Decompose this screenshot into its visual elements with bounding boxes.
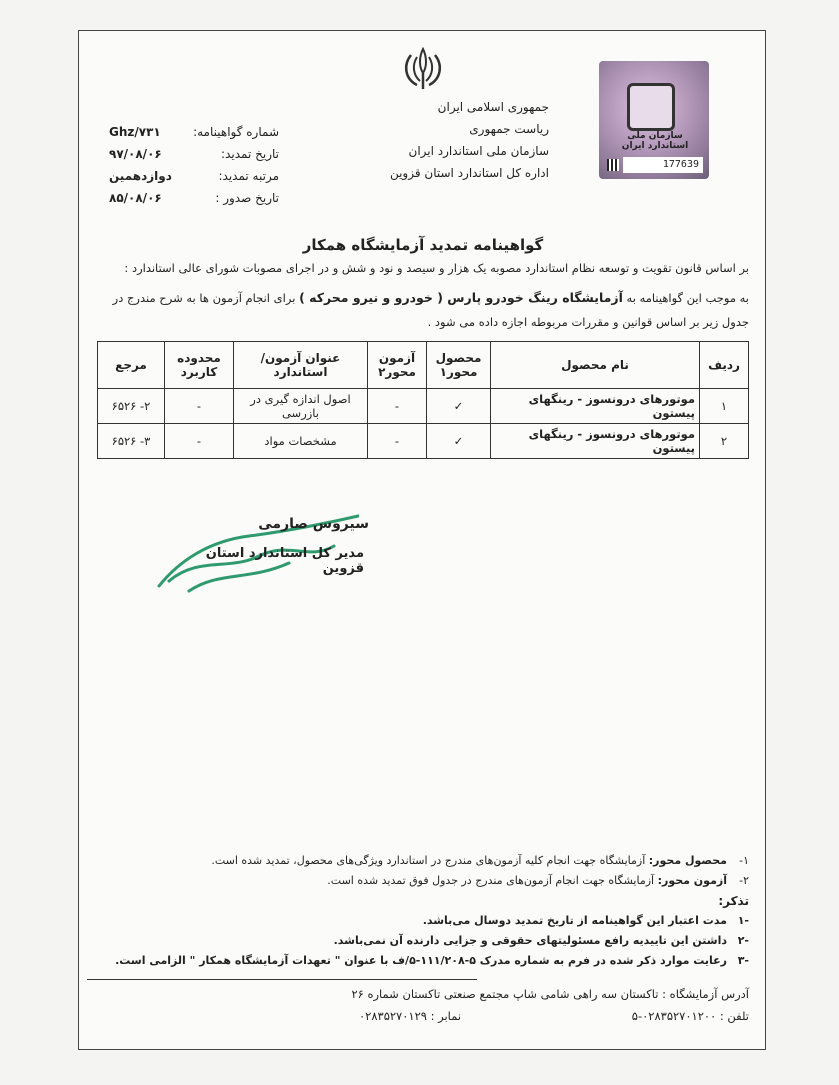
- signatory-title: مدیر کل استاندارد استان قزوین: [205, 546, 364, 576]
- reminder-text: مدت اعتبار این گواهینامه از تاریخ تمدید دوسال می‌باشد.: [422, 914, 727, 927]
- note-item: [99, 871, 749, 891]
- reminder-item: [99, 951, 749, 971]
- cell-test-based: -: [368, 389, 427, 424]
- contact-row: [359, 1005, 749, 1027]
- header-line-1: جمهوری اسلامی ایران: [437, 100, 549, 114]
- reminder-text: داشتن این تاییدیه رافع مسئولیتهای حقوقی و جزایی دارنده آن نمی‌باشد.: [333, 934, 727, 947]
- fax-label: نمابر :: [430, 1009, 462, 1023]
- renewal-rank-label: مرتبه تمدید:: [218, 169, 279, 183]
- document-title: گواهینامه تمدید آزمایشگاه همکار: [302, 236, 544, 254]
- fax-number: ۰۲۸۳۵۲۷۰۱۲۹: [359, 1009, 427, 1023]
- note-item: [99, 851, 749, 871]
- cell-product: موتورهای درونسوز - رینگهای پیستون: [491, 424, 700, 459]
- header-line-2: ریاست جمهوری: [469, 122, 549, 136]
- iran-emblem-icon: [397, 43, 449, 95]
- col-test-based: آزمون محور۲: [368, 342, 427, 389]
- certificate-meta: [109, 121, 279, 209]
- cell-reference: ۳- ۶۵۲۶: [98, 424, 165, 459]
- cell-scope: -: [165, 389, 234, 424]
- renewal-date-label: تاریخ تمدید:: [221, 147, 279, 161]
- footer-divider: [87, 979, 477, 980]
- table-header-row: [98, 342, 749, 389]
- cert-no: Ghz/۷۳۱: [109, 125, 161, 139]
- reminder-number: -۳: [737, 954, 749, 967]
- lab-address: آدرس آزمایشگاه : تاکستان سه راهی شامی شاپ مجتمع صنعتی تاکستان شماره ۲۶: [351, 987, 749, 1001]
- issue-date: ۸۵/۰۸/۰۶: [109, 191, 162, 205]
- cell-product: موتورهای درونسوز - رینگهای پیستون: [491, 389, 700, 424]
- note-text: آزمایشگاه جهت انجام کلیه آزمون‌های مندرج در استاندارد ویژگی‌های محصول، تمدید شده است.: [211, 854, 646, 867]
- cell-check: ✓: [427, 389, 491, 424]
- reminder-number: -۲: [737, 934, 749, 947]
- intro-paragraph: بر اساس قانون تقویت و توسعه نظام استاندارد مصوبه یک هزار و سیصد و نود و شش و در اجرای مصوبات شورای عالی استاندارد :: [124, 261, 749, 275]
- cell-test-based: -: [368, 424, 427, 459]
- cell-check: ✓: [427, 424, 491, 459]
- note-term: آزمون محور:: [657, 874, 727, 887]
- permission-post: برای انجام آزمون ها به شرح مندرج در جدول زیر بر اساس قوانین و مقررات مربوطه اجازه داده می شود .: [112, 291, 749, 329]
- cert-no-label: شماره گواهینامه:: [193, 125, 279, 139]
- header-line-4: اداره کل استاندارد استان قزوین: [389, 166, 549, 180]
- qr-code-icon: [607, 159, 619, 171]
- col-product-based: محصول محور۱: [427, 342, 491, 389]
- phone-label: تلفن :: [719, 1009, 749, 1023]
- col-row-no: ردیف: [700, 342, 749, 389]
- laboratory-name: آزمایشگاه رینگ خودرو پارس ( خودرو و نیرو محرکه ): [299, 290, 623, 305]
- phone-number: ۰۲۸۳۵۲۷۰۱۲۰۰-۵: [631, 1009, 717, 1023]
- cell-standard: مشخصات مواد: [234, 424, 368, 459]
- hologram-seal: [599, 61, 709, 179]
- table-row: [98, 389, 749, 424]
- reminder-number: -۱: [737, 914, 749, 927]
- cell-standard: اصول اندازه گیری در بازرسی: [234, 389, 368, 424]
- header-line-3: سازمان ملی استاندارد ایران: [408, 144, 549, 158]
- permission-paragraph: [99, 286, 749, 334]
- renewal-rank: دوازدهمین: [109, 169, 172, 183]
- col-reference: مرجع: [98, 342, 165, 389]
- cell-reference: ۲- ۶۵۲۶: [98, 389, 165, 424]
- standard-mark-icon: [627, 83, 675, 131]
- note-number: ۱-: [739, 854, 749, 867]
- lab-address-section: [99, 983, 749, 1027]
- note-term: محصول محور:: [648, 854, 727, 867]
- reminder-text: رعایت موارد ذکر شده در فرم به شماره مدرک ۵-۱۱۱/۲۰۸-۵/ف با عنوان " تعهدات آزمایشگاه همکار " الزامی است.: [115, 954, 727, 967]
- reminder-item: [99, 931, 749, 951]
- table-row: [98, 424, 749, 459]
- col-product: نام محصول: [491, 342, 700, 389]
- col-test-standard: عنوان آزمون/استاندارد: [234, 342, 368, 389]
- notes-section: [99, 851, 749, 971]
- certificate-page: [78, 30, 766, 1050]
- cell-row-no: ۲: [700, 424, 749, 459]
- signatory-name: سیروس صارمی: [258, 516, 369, 532]
- scope-table: [97, 341, 749, 459]
- renewal-date: ۹۷/۰۸/۰۶: [109, 147, 162, 161]
- issue-date-label: تاریخ صدور :: [215, 191, 279, 205]
- note-text: آزمایشگاه جهت انجام آزمون‌های مندرج در جدول فوق تمدید شده است.: [327, 874, 655, 887]
- reminder-title: تذکر:: [718, 894, 749, 908]
- cell-scope: -: [165, 424, 234, 459]
- issuer-header: [289, 96, 549, 184]
- col-scope: محدوده کاربرد: [165, 342, 234, 389]
- permission-pre: به موجب این گواهینامه به: [626, 291, 749, 305]
- reminder-item: [99, 911, 749, 931]
- hologram-serial: 177639: [623, 157, 703, 173]
- note-number: ۲-: [739, 874, 749, 887]
- hologram-text: سازمان ملی استاندارد ایران: [621, 131, 689, 151]
- cell-row-no: ۱: [700, 389, 749, 424]
